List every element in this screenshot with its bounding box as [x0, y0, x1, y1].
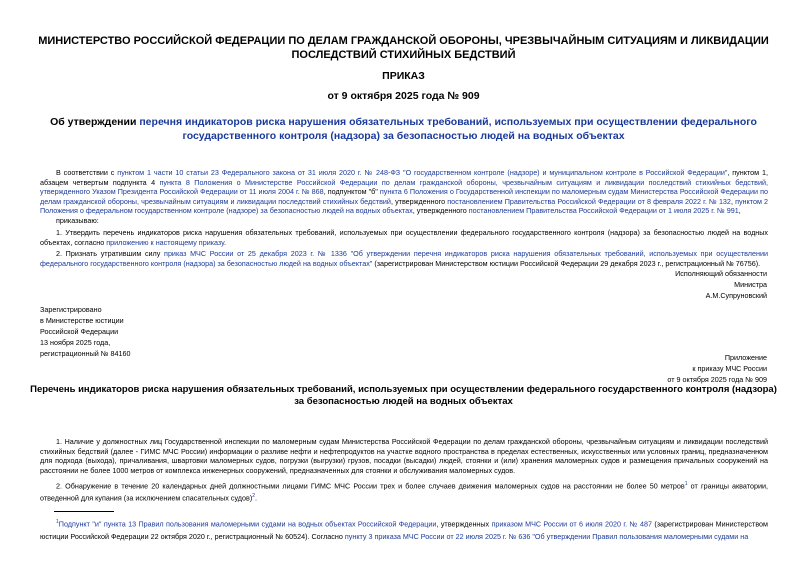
resolution-132-link[interactable]: постановлением Правительства Российской Федерации от 8 февраля 2022 г. № 132 — [447, 196, 731, 206]
footnote-text: , утвержденных — [436, 519, 492, 529]
order-item-1 — [40, 228, 768, 247]
registration-line: Российской Федерации — [40, 327, 119, 336]
regulation-link[interactable]: пункта 8 Положения о Министерстве Российской Федерации по делам гражданской обороны, чрезвычайным ситуациям и ликвидации последствий стихийных бедствий, утвержденного Указом Президента Российской Федерации от 11 июля 2004 г. № 868 — [40, 177, 768, 197]
gims-regulation-link[interactable]: пункта 6 Положения о Государственной инспекции по маломерным судам Министерства Российской Федерации по делам гражданской обороны, чрезвычайным ситуациям и ликвидации последствий стихийных бедствий — [40, 187, 769, 206]
preamble-text: , пунктом 1, абзацем четвертым подпункта 4 — [40, 168, 768, 187]
preamble-text: , — [730, 196, 736, 206]
order-487-link[interactable]: приказом МЧС России от 6 июля 2020 г. № 487 — [491, 519, 652, 529]
item-2-end: (зарегистрирован Министерством юстиции Российской Федерации 29 декабря 2023 г., регистрационный № 76756). — [372, 258, 761, 268]
order-636-link[interactable]: пункту 3 приказа МЧС России от 22 июля 2025 г. № 636 "Об утверждении Правил пользования маломерными судами на — [344, 532, 749, 542]
annex-item-1 — [40, 437, 768, 475]
footnote-marker: 1 — [56, 519, 59, 525]
preamble-text: , утвержденного — [412, 206, 469, 216]
annex-ref-line: к приказу МЧС России — [692, 364, 767, 373]
orders-text: приказываю: — [56, 216, 99, 225]
annex-ref-line: от 9 октября 2025 года № 909 — [667, 375, 767, 384]
item-1-end: . — [224, 237, 227, 247]
control-regulation-link[interactable]: пунктом 2 Положения о федеральном государственном контроле (надзоре) за безопасностью людей на водных объектах — [40, 196, 769, 216]
annex-link[interactable]: приложению к настоящему приказу — [106, 237, 225, 247]
subject-prefix: Об утверждении — [50, 116, 140, 128]
annex-item-1-text: 1. Наличие у должностных лиц Государственной инспекции по маломерным судам Министерства Российской Федерации по делам гражданской обороны, чрезвычайным ситуациям и ликвидации последствий стихийных бедствий (далее - ГИМС МЧС России) информации о разливе нефти и нефтепродуктов на участке водного пространства в пределах естественных, искусственных или условных границ, предназначенном для подхода (выхода), причаливания, швартовки маломерных судов, погрузки (выгрузки) грузов, посадки (высадки) людей, стоянки и (или) хранения маломерных судов и размещения причальных сооружений на расстоянии не более 1000 метров от комплекса инженерных сооружений, предназначенных для стоянки и обслуживания маломерных судов. — [40, 437, 768, 475]
footnote-divider — [54, 511, 114, 512]
registration-line: регистрационный № 84160 — [40, 349, 131, 358]
footnote-ref[interactable]: 1 — [684, 481, 688, 487]
preamble-text: , — [738, 206, 741, 216]
registration-block — [40, 304, 130, 359]
rules-link[interactable]: Подпункт "и" пункта 13 Правил пользования маломерными судами на водных объектах Российской Федерации — [58, 519, 437, 529]
registration-line: 13 ноября 2025 года, — [40, 338, 111, 347]
preamble-text: , подпунктом "б" — [323, 187, 380, 197]
preamble-text: , утвержденного — [390, 196, 448, 206]
annex-reference — [667, 352, 767, 385]
signature-block — [675, 268, 767, 301]
annex-item-2-text: от границы акватории, отведенной для купания (за исключением спасательных судов) — [40, 481, 768, 503]
repealed-order-link[interactable]: приказ МЧС России от 25 декабря 2023 г. № 1336 "Об утверждении перечня индикаторов риска нарушения обязательных требований, используемых при осуществлении федерального государственного контроля (надзора) за безопасностью людей на водных объектах" — [40, 249, 768, 268]
order-subject — [30, 115, 777, 143]
item-1-text: 1. Утвердить перечень индикаторов риска нарушения обязательных требований, используемых при осуществлении федерального государственного контроля (надзора) за безопасностью людей на водных объектах, согласно — [40, 228, 768, 247]
footnote — [40, 516, 768, 543]
order-item-2 — [40, 249, 768, 268]
annex-item-2-text: 2. Обнаружение в течение 20 календарных дней должностными лицами ГИМС МЧС России трех и более случаев движения маломерных судов на расстоянии не более 50 метров — [56, 481, 685, 491]
preamble-text: В соответствии с — [56, 168, 118, 177]
annex-title: Перечень индикаторов риска нарушения обязательных требований, используемых при осуществлении федерального государственного контроля (надзора) за безопасностью людей на водных объектах — [30, 384, 777, 407]
resolution-991-link[interactable]: постановлением Правительства Российской Федерации от 1 июля 2025 г. № 991 — [468, 206, 739, 216]
annex-item-2 — [40, 479, 768, 504]
registration-line: Зарегистрировано — [40, 305, 102, 314]
annex-ref-line: Приложение — [724, 353, 767, 362]
item-2-text: 2. Признать утратившим силу — [56, 249, 165, 258]
footnote-ref[interactable]: 2 — [252, 493, 255, 500]
signature-line: Исполняющий обязанности — [675, 269, 767, 278]
preamble-paragraph — [40, 168, 768, 216]
registration-line: в Министерстве юстиции — [40, 316, 124, 325]
footnote-text: (зарегистрирован Министерством юстиции Российской Федерации 22 октября 2020 г., регистрационный № 60524). Согласно — [40, 519, 768, 542]
subject-link[interactable]: перечня индикаторов риска нарушения обязательных требований, используемых при осуществлении федерального государственного контроля (надзора) за безопасностью людей на водных объектах — [139, 116, 757, 142]
law-link[interactable]: пунктом 1 части 10 статьи 23 Федерального закона от 31 июля 2020 г. № 248-ФЗ "О государственном контроле (надзоре) и муниципальном контроле в Российской Федерации" — [117, 168, 728, 177]
annex-item-2-end: . — [255, 493, 257, 503]
signature-line: Министра — [734, 280, 767, 289]
orders-line — [40, 216, 768, 226]
order-date-number: от 9 октября 2025 года № 909 — [327, 90, 480, 102]
doc-type-heading: ПРИКАЗ — [382, 70, 425, 82]
ministry-heading: МИНИСТЕРСТВО РОССИЙСКОЙ ФЕДЕРАЦИИ ПО ДЕЛАМ ГРАЖДАНСКОЙ ОБОРОНЫ, ЧРЕЗВЫЧАЙНЫМ СИТУАЦИЯМ И ЛИКВИДАЦИИ ПОСЛЕДСТВИЙ СТИХИЙНЫХ БЕДСТВИЙ — [38, 35, 769, 61]
signature-name: А.М.Супруновский — [705, 291, 767, 300]
